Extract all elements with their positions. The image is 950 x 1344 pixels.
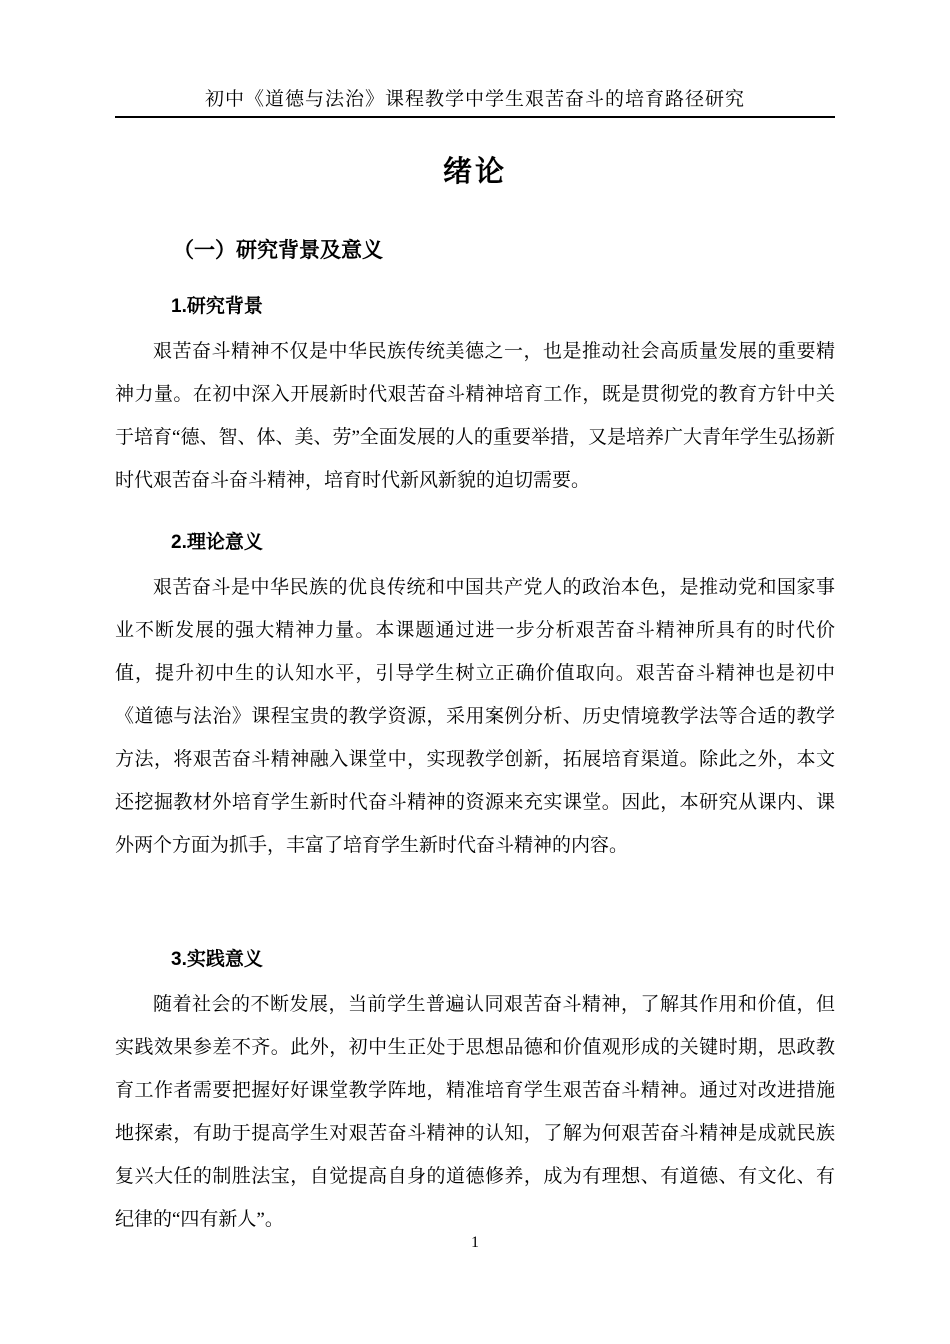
section-heading: （一）研究背景及意义 — [173, 239, 383, 262]
running-title: 初中《道德与法治》课程教学中学生艰苦奋斗的培育路径研究 — [204, 89, 745, 110]
subsection-paragraph-3: 随着社会的不断发展，当前学生普遍认同艰苦奋斗精神，了解其作用和价值，但实践效果参差不齐。此外，初中生正处于思想品德和价值观形成的关键时期，思政教育工作者需要把握好好课堂教学阵地，精准培育学生艰苦奋斗精神。通过对改进措施地探索，有助于提高学生对艰苦奋斗精神的认知，了解为何艰苦奋斗精神是成就民族复兴大任的制胜法宝，自觉提高自身的道德修养，成为有理想、有道德、有文化、有纪律的“四有新人”。 — [115, 994, 835, 1230]
page-header — [115, 0, 835, 118]
page-number: 1 — [471, 1234, 479, 1251]
subsection-heading-2: 2.理论意义 — [171, 532, 263, 553]
chapter-title: 绪论 — [442, 156, 507, 188]
subsection-heading-3: 3.实践意义 — [171, 949, 263, 970]
document-body — [115, 152, 835, 1241]
subsection-paragraph-1: 艰苦奋斗精神不仅是中华民族传统美德之一，也是推动社会高质量发展的重要精神力量。在初中深入开展新时代艰苦奋斗精神培育工作，既是贯彻党的教育方针中关于培育“德、智、体、美、劳”全面发展的人的重要举措，又是培养广大青年学生弘扬新时代艰苦奋斗奋斗精神，培育时代新风新貌的迫切需要。 — [115, 341, 835, 491]
page-footer — [0, 1234, 950, 1252]
subsection-paragraph-2: 艰苦奋斗是中华民族的优良传统和中国共产党人的政治本色，是推动党和国家事业不断发展的强大精神力量。本课题通过进一步分析艰苦奋斗精神所具有的时代价值，提升初中生的认知水平，引导学生树立正确价值取向。艰苦奋斗精神也是初中《道德与法治》课程宝贵的教学资源，采用案例分析、历史情境教学法等合适的教学方法，将艰苦奋斗精神融入课堂中，实现教学创新，拓展培育渠道。除此之外，本文还挖掘教材外培育学生新时代奋斗精神的资源来充实课堂。因此，本研究从课内、课外两个方面为抓手，丰富了培育学生新时代奋斗精神的内容。 — [115, 577, 835, 856]
subsection-heading-1: 1.研究背景 — [171, 296, 263, 317]
